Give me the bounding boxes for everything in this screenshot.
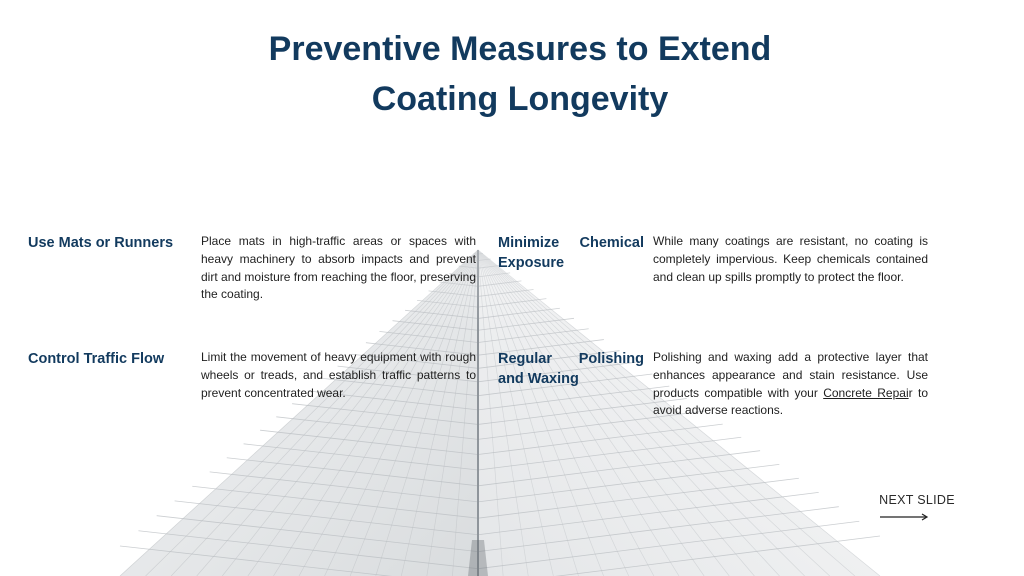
control-traffic-heading: Control Traffic Flow: [28, 351, 165, 367]
polishing-text-before-link: Polishing and waxing add a protective layer that enhances appearance and stain resistance. Use products compatible with your: [653, 350, 928, 400]
use-mats-description: Place mats in high-traffic areas or spaces with heavy machinery to absorb impacts and prevent dirt and moisture from reaching the floor, preserving the coating.: [201, 234, 476, 302]
use-mats-heading: Use Mats or Runners: [28, 235, 174, 251]
slide-title-line-1: Preventive Measures to Extend: [268, 30, 772, 68]
minimize-chemical-heading: Minimize Chemical Exposure: [498, 235, 644, 271]
slide-title: [150, 24, 890, 124]
minimize-chemical-description: While many coatings are resistant, no coating is completely impervious. Keep chemicals contained and clean up spills promptly to protect the floor.: [653, 234, 928, 284]
control-traffic-description: Limit the movement of heavy equipment with rough wheels or treads, and establish traffic patterns to prevent concentrated wear.: [201, 350, 476, 400]
concrete-repair-link[interactable]: Concrete Repai: [823, 385, 909, 400]
next-slide-button[interactable]: NEXT SLIDE: [879, 493, 955, 507]
polishing-waxing-description: [653, 349, 928, 420]
polishing-waxing-heading: Regular Polishing and Waxing: [498, 351, 644, 387]
slide-title-line-2: Coating Longevity: [371, 80, 669, 118]
polishing-text-after-link: r to avoid adverse reactions.: [653, 385, 928, 418]
right-arrow-icon[interactable]: [880, 511, 930, 523]
